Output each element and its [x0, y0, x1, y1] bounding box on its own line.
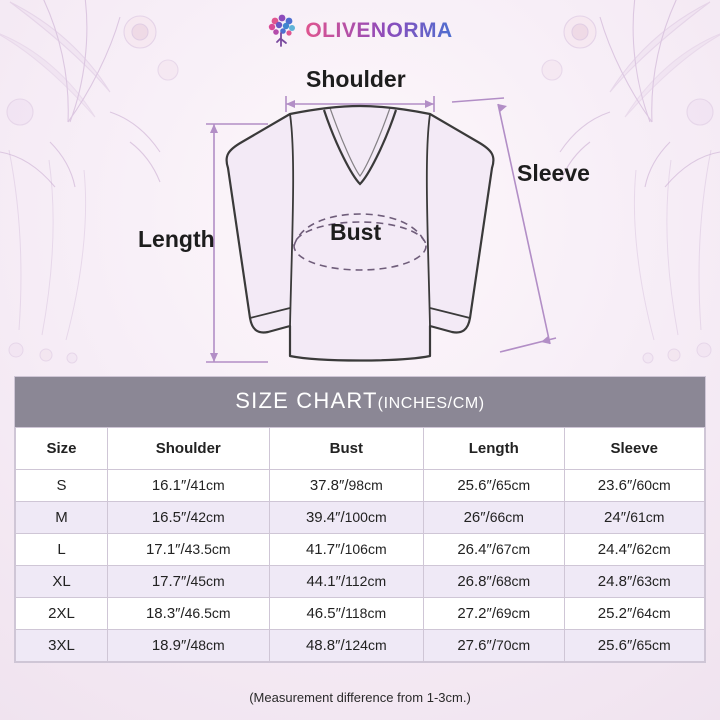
- cell-shoulder: 18.3″/46.5cm: [108, 598, 270, 630]
- cell-length: 26.8″/68cm: [424, 566, 564, 598]
- cell-sleeve: 25.2″/64cm: [564, 598, 705, 630]
- column-header-bust: Bust: [269, 428, 424, 470]
- cell-shoulder: 18.9″/48cm: [108, 630, 270, 662]
- long-sleeve-v-neck-top-icon: [0, 56, 720, 376]
- table-row: [16, 534, 705, 566]
- label-bust: Bust: [330, 219, 382, 245]
- cell-length: 26.4″/67cm: [424, 534, 564, 566]
- cell-shoulder: 16.1″/41cm: [108, 470, 270, 502]
- table-row: [16, 630, 705, 662]
- label-shoulder: Shoulder: [306, 66, 406, 92]
- label-length: Length: [138, 226, 215, 252]
- cell-bust: 48.8″/124cm: [269, 630, 424, 662]
- cell-bust: 37.8″/98cm: [269, 470, 424, 502]
- cell-size: L: [16, 534, 108, 566]
- tree-logo-icon: [267, 14, 297, 48]
- measurement-note: (Measurement difference from 1-3cm.): [249, 690, 471, 705]
- cell-shoulder: 17.1″/43.5cm: [108, 534, 270, 566]
- cell-length: 26″/66cm: [424, 502, 564, 534]
- table-row: [16, 502, 705, 534]
- column-header-size: Size: [16, 428, 108, 470]
- brand-name: OLIVENORMA: [305, 19, 453, 42]
- cell-shoulder: 17.7″/45cm: [108, 566, 270, 598]
- cell-bust: 41.7″/106cm: [269, 534, 424, 566]
- cell-length: 27.6″/70cm: [424, 630, 564, 662]
- brand-logo: [0, 14, 720, 48]
- cell-size: S: [16, 470, 108, 502]
- cell-bust: 44.1″/112cm: [269, 566, 424, 598]
- cell-sleeve: 23.6″/60cm: [564, 470, 705, 502]
- cell-bust: 46.5″/118cm: [269, 598, 424, 630]
- table-header-row: [16, 428, 705, 470]
- cell-sleeve: 24″/61cm: [564, 502, 705, 534]
- cell-size: 3XL: [16, 630, 108, 662]
- cell-sleeve: 25.6″/65cm: [564, 630, 705, 662]
- column-header-length: Length: [424, 428, 564, 470]
- cell-sleeve: 24.4″/62cm: [564, 534, 705, 566]
- size-chart-title-units: (INCHES/CM): [377, 395, 485, 412]
- cell-sleeve: 24.8″/63cm: [564, 566, 705, 598]
- cell-size: XL: [16, 566, 108, 598]
- column-header-sleeve: Sleeve: [564, 428, 705, 470]
- table-row: [16, 598, 705, 630]
- label-sleeve: Sleeve: [517, 160, 590, 186]
- size-chart-title-text: SIZE CHART: [235, 388, 378, 413]
- cell-bust: 39.4″/100cm: [269, 502, 424, 534]
- table-row: [16, 470, 705, 502]
- size-chart: [14, 376, 706, 663]
- cell-length: 25.6″/65cm: [424, 470, 564, 502]
- cell-shoulder: 16.5″/42cm: [108, 502, 270, 534]
- size-chart-table: [15, 427, 705, 662]
- size-chart-title: [15, 377, 705, 427]
- cell-size: 2XL: [16, 598, 108, 630]
- cell-length: 27.2″/69cm: [424, 598, 564, 630]
- column-header-shoulder: Shoulder: [108, 428, 270, 470]
- table-row: [16, 566, 705, 598]
- cell-size: M: [16, 502, 108, 534]
- garment-illustration: [0, 56, 720, 376]
